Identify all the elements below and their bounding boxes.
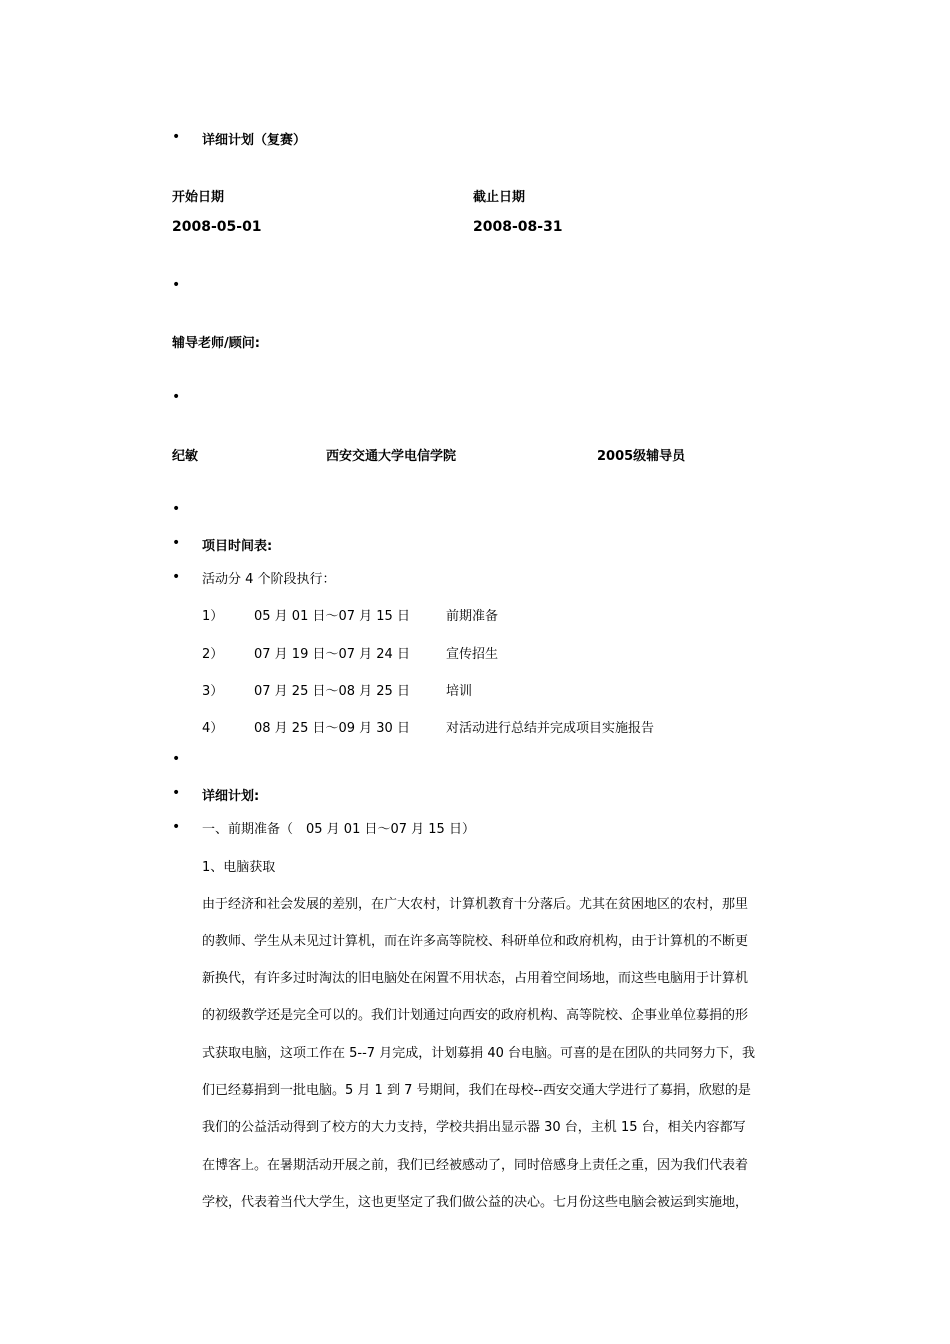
phase-task: 培训	[446, 684, 473, 699]
start-date-value: 2008-05-01	[172, 219, 262, 235]
bullet-icon: •	[172, 819, 181, 835]
bullet-icon: •	[172, 569, 181, 585]
phase-task: 前期准备	[446, 609, 499, 624]
phase-number: 4）	[202, 721, 224, 736]
phase-task: 对活动进行总结并完成项目实施报告	[446, 721, 655, 736]
paragraph-line: 们已经募捐到一批电脑。5 月 1 到 7 号期间，我们在母校--西安交通大学进行了募捐，欣慰的是	[202, 1083, 751, 1098]
bullet-icon: •	[172, 501, 181, 517]
phase-number: 1）	[202, 609, 224, 624]
timeline-intro: 活动分 4 个阶段执行：	[202, 572, 336, 587]
subsection-heading: 1、电脑获取	[202, 860, 276, 875]
paragraph-line: 新换代，有许多过时淘汰的旧电脑处在闲置不用状态，占用着空间场地，而这些电脑用于计算机	[202, 971, 749, 986]
phase-task: 宣传招生	[446, 647, 499, 662]
bullet-icon: •	[172, 535, 181, 551]
plan-heading: 详细计划（复赛）	[202, 133, 307, 148]
paragraph-line: 学校，代表着当代大学生，这也更坚定了我们做公益的决心。七月份这些电脑会被运到实施地，	[202, 1195, 749, 1210]
end-date-value: 2008-08-31	[473, 219, 563, 235]
paragraph-line: 由于经济和社会发展的差别，在广大农村，计算机教育十分落后。尤其在贫困地区的农村，那里	[202, 897, 749, 912]
section-one-heading: 一、前期准备（ 05 月 01 日～07 月 15 日）	[202, 822, 475, 837]
bullet-icon: •	[172, 389, 181, 405]
bullet-icon: •	[172, 277, 181, 293]
start-date-label: 开始日期	[172, 190, 225, 205]
advisor-name: 纪敏	[172, 449, 199, 464]
paragraph-line: 在博客上。在暑期活动开展之前，我们已经被感动了，同时倍感身上责任之重，因为我们代表着	[202, 1158, 749, 1173]
end-date-label: 截止日期	[473, 190, 526, 205]
paragraph-line: 式获取电脑，这项工作在 5--7 月完成，计划募捐 40 台电脑。可喜的是在团队的共同努力下，我	[202, 1046, 755, 1061]
advisor-label: 辅导老师/顾问:	[172, 336, 260, 351]
phase-date-range: 07 月 19 日～07 月 24 日	[254, 647, 410, 662]
detail-heading: 详细计划:	[202, 789, 260, 804]
phase-number: 3）	[202, 684, 224, 699]
phase-date-range: 05 月 01 日～07 月 15 日	[254, 609, 410, 624]
timeline-heading: 项目时间表:	[202, 539, 273, 554]
paragraph-line: 的教师、学生从未见过计算机，而在许多高等院校、科研单位和政府机构，由于计算机的不断更	[202, 934, 749, 949]
phase-date-range: 08 月 25 日～09 月 30 日	[254, 721, 410, 736]
bullet-icon: •	[172, 129, 181, 145]
bullet-icon: •	[172, 785, 181, 801]
advisor-title: 2005级辅导员	[597, 449, 686, 464]
bullet-icon: •	[172, 751, 181, 767]
phase-date-range: 07 月 25 日～08 月 25 日	[254, 684, 410, 699]
paragraph-line: 我们的公益活动得到了校方的大力支持，学校共捐出显示器 30 台，主机 15 台，相关内容都写	[202, 1120, 746, 1135]
paragraph-line: 的初级教学还是完全可以的。我们计划通过向西安的政府机构、高等院校、企事业单位募捐的形	[202, 1008, 749, 1023]
advisor-school: 西安交通大学电信学院	[326, 449, 457, 464]
phase-number: 2）	[202, 647, 224, 662]
